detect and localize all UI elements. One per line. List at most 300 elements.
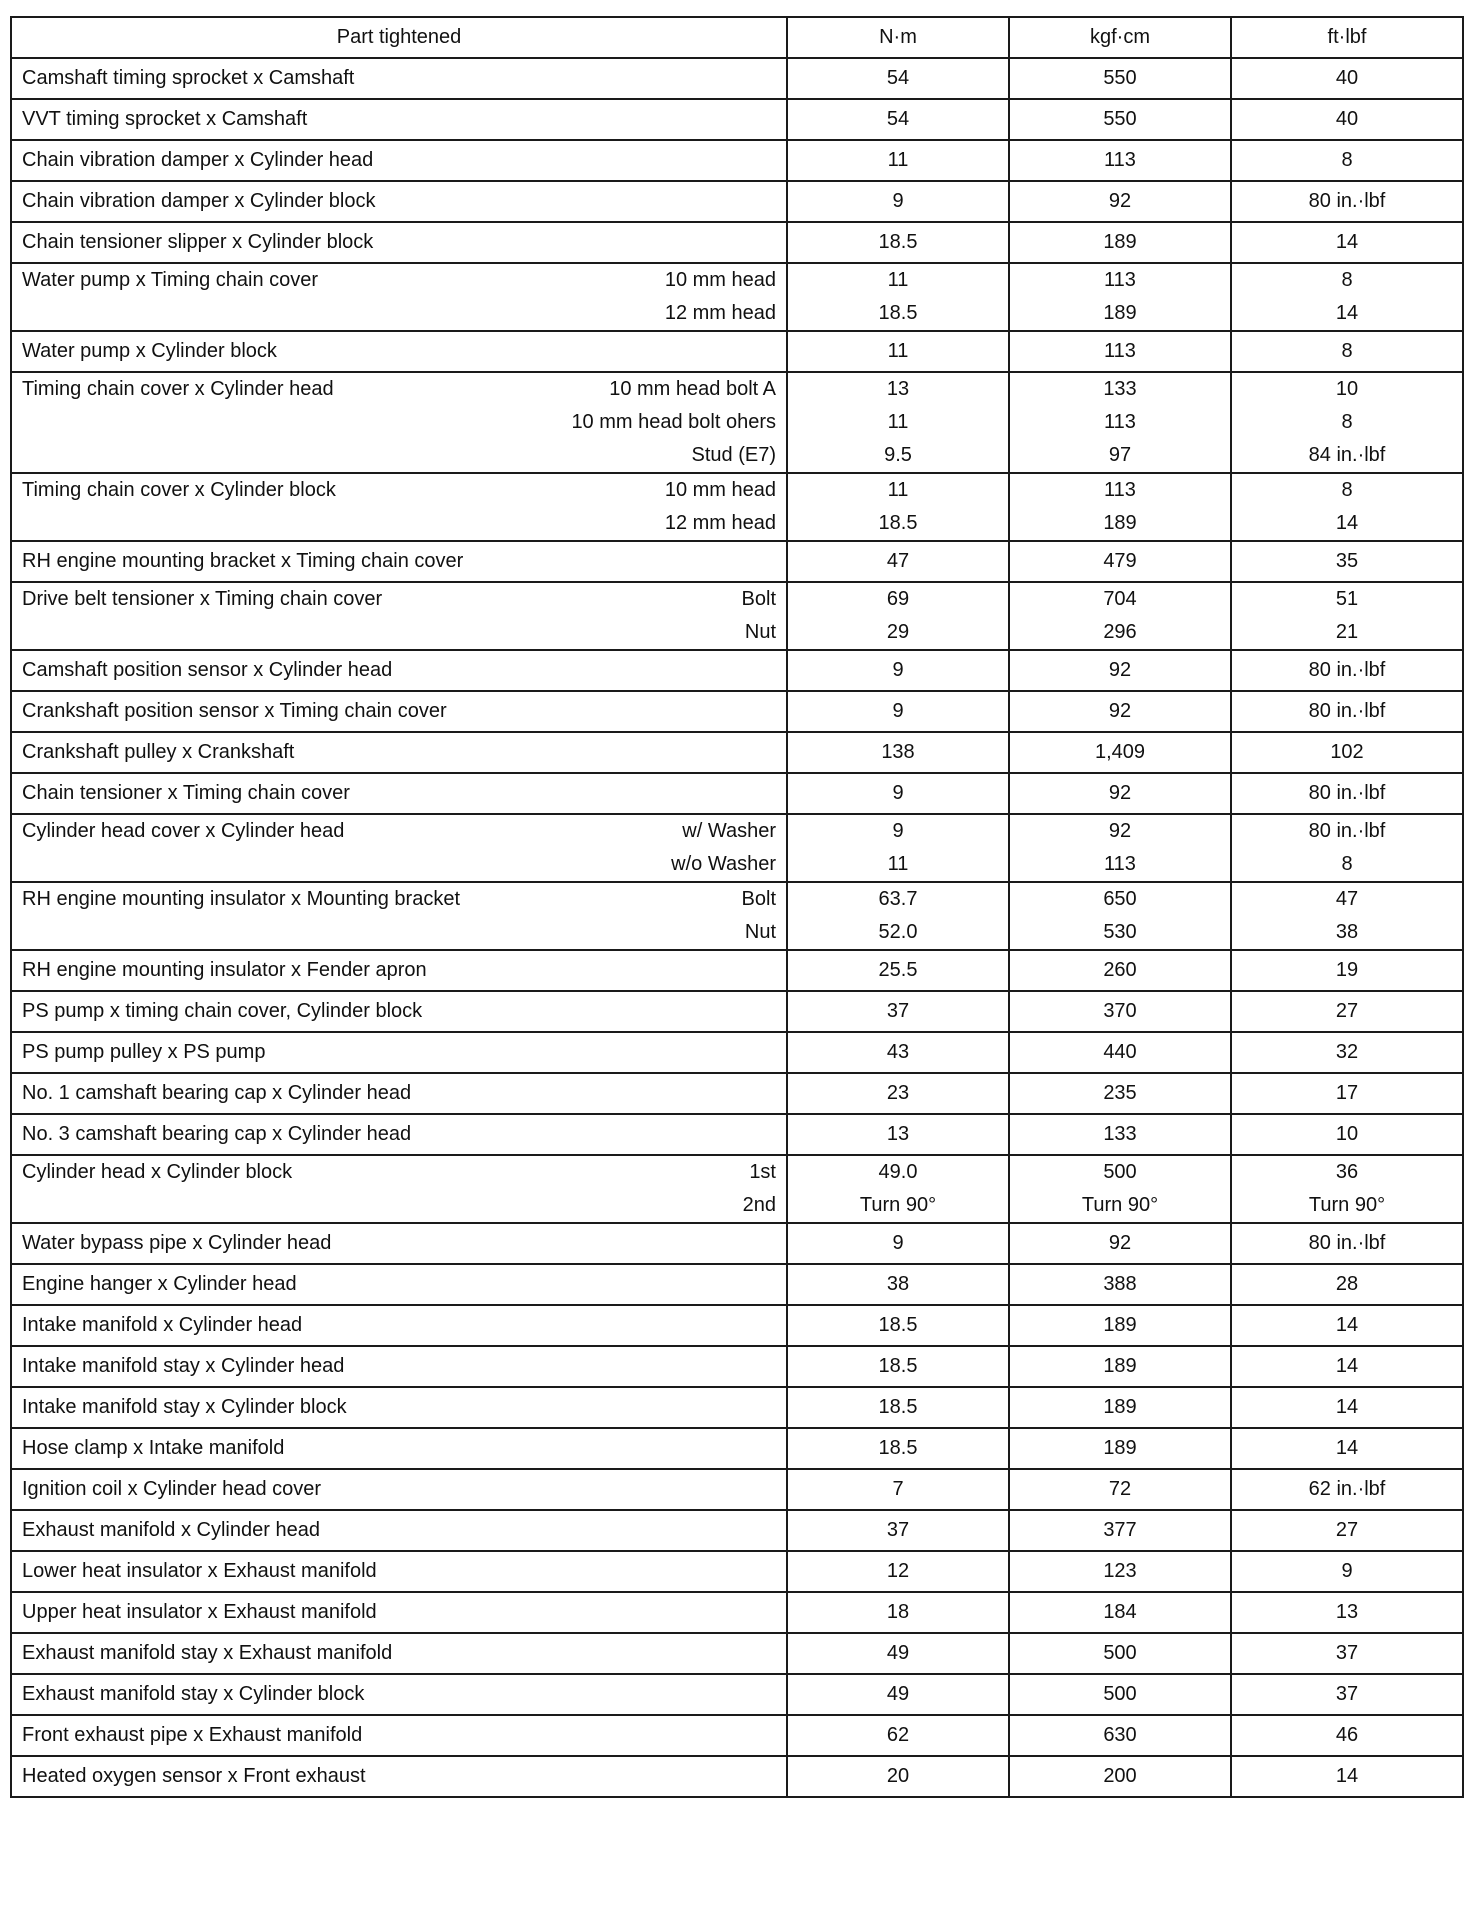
table-row [11, 1073, 1463, 1114]
part-cell [11, 991, 787, 1032]
kgf-cm-cell [1009, 1469, 1231, 1510]
kgf-cm-cell-value: Turn 90° [1081, 1194, 1159, 1216]
part-cell [11, 331, 787, 372]
kgf-cm-cell [1009, 1674, 1231, 1715]
kgf-cm-cell-value: 650 [1103, 888, 1137, 910]
part-line [22, 616, 776, 649]
table-row [11, 99, 1463, 140]
part-line [22, 1189, 776, 1222]
table-row [11, 1114, 1463, 1155]
nm-cell-value: 38 [886, 1273, 910, 1295]
table-row [11, 1592, 1463, 1633]
part-line [22, 1350, 776, 1383]
kgf-cm-cell-value: 235 [1103, 1082, 1137, 1104]
table-row [11, 372, 1463, 473]
nm-cell-value: 9 [892, 1232, 904, 1254]
part-cell [11, 1387, 787, 1428]
ft-lbf-cell-value: 21 [1335, 621, 1359, 643]
part-line [22, 297, 776, 330]
nm-cell [787, 99, 1009, 140]
nm-cell [787, 1223, 1009, 1264]
kgf-cm-cell [1009, 773, 1231, 814]
nm-cell [787, 331, 1009, 372]
nm-cell [787, 140, 1009, 181]
kgf-cm-cell-value: 296 [1103, 621, 1137, 643]
nm-cell-value: 9 [892, 820, 904, 842]
ft-lbf-cell [1231, 331, 1463, 372]
ft-lbf-cell [1231, 1592, 1463, 1633]
part-name: Chain tensioner x Timing chain cover [22, 782, 350, 804]
ft-lbf-cell [1231, 1428, 1463, 1469]
ft-lbf-cell [1231, 991, 1463, 1032]
table-row [11, 732, 1463, 773]
part-line [22, 736, 776, 769]
ft-lbf-cell-value: 27 [1335, 1519, 1359, 1541]
ft-lbf-cell-value: Turn 90° [1308, 1194, 1386, 1216]
kgf-cm-cell-value: 388 [1103, 1273, 1137, 1295]
part-sub-label: 2nd [742, 1194, 776, 1216]
ft-lbf-cell-value: 14 [1335, 1765, 1359, 1787]
kgf-cm-cell [1009, 1633, 1231, 1674]
kgf-cm-cell [1009, 1715, 1231, 1756]
ft-lbf-cell-value: 27 [1335, 1000, 1359, 1022]
kgf-cm-cell [1009, 991, 1231, 1032]
nm-cell-value: 9 [892, 782, 904, 804]
table-row [11, 222, 1463, 263]
part-cell [11, 950, 787, 991]
kgf-cm-cell-value: 97 [1108, 444, 1132, 466]
part-name: No. 3 camshaft bearing cap x Cylinder head [22, 1123, 412, 1145]
ft-lbf-cell-value: 28 [1335, 1273, 1359, 1295]
kgf-cm-cell [1009, 1756, 1231, 1797]
part-line [22, 335, 776, 368]
part-name: Exhaust manifold x Cylinder head [22, 1519, 320, 1541]
nm-cell-value: 63.7 [878, 888, 918, 910]
kgf-cm-cell [1009, 732, 1231, 773]
part-line [22, 1596, 776, 1629]
header-part-tightened: Part tightened [11, 17, 787, 58]
kgf-cm-cell [1009, 950, 1231, 991]
nm-cell [787, 691, 1009, 732]
table-row [11, 1469, 1463, 1510]
table-row [11, 140, 1463, 181]
part-name: Cylinder head cover x Cylinder head [22, 820, 345, 842]
ft-lbf-cell-value: 8 [1341, 149, 1353, 171]
part-line [22, 1432, 776, 1465]
part-cell [11, 99, 787, 140]
part-sub-label: Nut [744, 921, 776, 943]
nm-cell-value: 9.5 [884, 444, 912, 466]
kgf-cm-cell-value: 92 [1108, 700, 1132, 722]
ft-lbf-cell [1231, 58, 1463, 99]
nm-cell [787, 882, 1009, 950]
ft-lbf-cell-value: 14 [1335, 1314, 1359, 1336]
part-line [22, 1760, 776, 1793]
nm-cell-value: 7 [892, 1478, 904, 1500]
header-ft-lbf: ft·lbf [1231, 17, 1463, 58]
part-name: Timing chain cover x Cylinder head [22, 378, 334, 400]
nm-cell [787, 1674, 1009, 1715]
table-row [11, 473, 1463, 541]
table-row [11, 1264, 1463, 1305]
kgf-cm-cell [1009, 1551, 1231, 1592]
table-body [11, 58, 1463, 1797]
part-line [22, 916, 776, 949]
nm-cell [787, 263, 1009, 331]
ft-lbf-cell [1231, 1223, 1463, 1264]
ft-lbf-cell-value: 9 [1341, 1560, 1353, 1582]
nm-cell-value: 18.5 [878, 302, 918, 324]
part-line [22, 654, 776, 687]
table-row [11, 1032, 1463, 1073]
ft-lbf-cell-value: 84 in.·lbf [1308, 444, 1386, 466]
part-line [22, 439, 776, 472]
ft-lbf-cell-value: 80 in.·lbf [1308, 190, 1386, 212]
part-name: Water pump x Timing chain cover [22, 269, 319, 291]
ft-lbf-cell [1231, 1305, 1463, 1346]
nm-cell [787, 1387, 1009, 1428]
kgf-cm-cell-value: 72 [1108, 1478, 1132, 1500]
nm-cell-value: 18.5 [878, 1314, 918, 1336]
table-row [11, 1387, 1463, 1428]
part-name: Water pump x Cylinder block [22, 340, 277, 362]
part-name: Hose clamp x Intake manifold [22, 1437, 285, 1459]
part-sub-label: Nut [744, 621, 776, 643]
nm-cell-value: 11 [887, 149, 909, 171]
nm-cell-value: 29 [886, 621, 910, 643]
nm-cell-value: 43 [886, 1041, 910, 1063]
nm-cell [787, 1073, 1009, 1114]
part-line [22, 1391, 776, 1424]
kgf-cm-cell-value: 113 [1104, 479, 1136, 501]
part-line [22, 144, 776, 177]
ft-lbf-cell-value: 80 in.·lbf [1308, 700, 1386, 722]
part-cell [11, 263, 787, 331]
part-cell [11, 1715, 787, 1756]
ft-lbf-cell-value: 8 [1341, 269, 1353, 291]
header-kgf-cm: kgf·cm [1009, 17, 1231, 58]
kgf-cm-cell [1009, 473, 1231, 541]
kgf-cm-cell-value: 370 [1103, 1000, 1137, 1022]
kgf-cm-cell-value: 500 [1103, 1683, 1137, 1705]
part-cell [11, 541, 787, 582]
nm-cell [787, 1756, 1009, 1797]
part-name: Chain vibration damper x Cylinder head [22, 149, 374, 171]
kgf-cm-cell [1009, 331, 1231, 372]
kgf-cm-cell-value: 92 [1108, 190, 1132, 212]
part-sub-label: 10 mm head [664, 269, 776, 291]
part-line [22, 1637, 776, 1670]
part-sub-label: Stud (E7) [691, 444, 776, 466]
part-line [22, 995, 776, 1028]
ft-lbf-cell [1231, 1346, 1463, 1387]
part-cell [11, 1264, 787, 1305]
part-line [22, 1514, 776, 1547]
ft-lbf-cell-value: 51 [1335, 588, 1359, 610]
table-row [11, 541, 1463, 582]
part-cell [11, 1155, 787, 1223]
kgf-cm-cell [1009, 582, 1231, 650]
ft-lbf-cell-value: 14 [1335, 1355, 1359, 1377]
ft-lbf-cell-value: 14 [1335, 512, 1359, 534]
kgf-cm-cell [1009, 1592, 1231, 1633]
part-name: RH engine mounting insulator x Fender apron [22, 959, 427, 981]
nm-cell-value: 18.5 [878, 231, 918, 253]
nm-cell-value: 11 [887, 340, 909, 362]
ft-lbf-cell-value: 36 [1335, 1161, 1359, 1183]
nm-cell [787, 1510, 1009, 1551]
part-line [22, 1156, 776, 1189]
ft-lbf-cell-value: 17 [1335, 1082, 1359, 1104]
ft-lbf-cell [1231, 1715, 1463, 1756]
kgf-cm-cell [1009, 1223, 1231, 1264]
part-cell [11, 1305, 787, 1346]
table-row [11, 950, 1463, 991]
part-sub-label: Bolt [741, 588, 776, 610]
kgf-cm-cell-value: 123 [1103, 1560, 1137, 1582]
nm-cell [787, 950, 1009, 991]
part-name: Ignition coil x Cylinder head cover [22, 1478, 322, 1500]
kgf-cm-cell [1009, 58, 1231, 99]
part-line [22, 264, 776, 297]
ft-lbf-cell [1231, 99, 1463, 140]
part-cell [11, 372, 787, 473]
ft-lbf-cell [1231, 473, 1463, 541]
kgf-cm-cell-value: 113 [1104, 411, 1136, 433]
part-name: RH engine mounting insulator x Mounting bracket [22, 888, 461, 910]
part-line [22, 474, 776, 507]
ft-lbf-cell [1231, 1756, 1463, 1797]
kgf-cm-cell-value: 113 [1104, 340, 1136, 362]
nm-cell-value: 12 [886, 1560, 910, 1582]
kgf-cm-cell-value: 189 [1103, 1314, 1137, 1336]
ft-lbf-cell [1231, 1674, 1463, 1715]
kgf-cm-cell [1009, 650, 1231, 691]
nm-cell-value: 20 [886, 1765, 910, 1787]
part-cell [11, 1346, 787, 1387]
nm-cell-value: 11 [887, 269, 909, 291]
nm-cell-value: 11 [887, 479, 909, 501]
kgf-cm-cell-value: 550 [1103, 67, 1137, 89]
kgf-cm-cell [1009, 140, 1231, 181]
kgf-cm-cell-value: 550 [1103, 108, 1137, 130]
ft-lbf-cell-value: 14 [1335, 231, 1359, 253]
part-line [22, 103, 776, 136]
nm-cell [787, 582, 1009, 650]
kgf-cm-cell-value: 92 [1108, 820, 1132, 842]
ft-lbf-cell [1231, 814, 1463, 882]
part-cell [11, 1592, 787, 1633]
ft-lbf-cell-value: 14 [1335, 302, 1359, 324]
ft-lbf-cell-value: 38 [1335, 921, 1359, 943]
kgf-cm-cell-value: 92 [1108, 659, 1132, 681]
nm-cell-value: 49 [886, 1683, 910, 1705]
table-row [11, 650, 1463, 691]
table-row [11, 1155, 1463, 1223]
part-line [22, 185, 776, 218]
nm-cell-value: 69 [886, 588, 910, 610]
nm-cell [787, 1305, 1009, 1346]
nm-cell-value: 49 [886, 1642, 910, 1664]
nm-cell-value: 52.0 [878, 921, 918, 943]
kgf-cm-cell [1009, 1114, 1231, 1155]
nm-cell [787, 473, 1009, 541]
part-line [22, 1555, 776, 1588]
part-cell [11, 582, 787, 650]
kgf-cm-cell-value: 133 [1103, 1123, 1137, 1145]
nm-cell [787, 1469, 1009, 1510]
nm-cell [787, 1633, 1009, 1674]
ft-lbf-cell-value: 8 [1341, 853, 1353, 875]
ft-lbf-cell [1231, 1073, 1463, 1114]
kgf-cm-cell [1009, 1264, 1231, 1305]
kgf-cm-cell [1009, 263, 1231, 331]
part-name: Chain tensioner slipper x Cylinder block [22, 231, 374, 253]
part-name: No. 1 camshaft bearing cap x Cylinder head [22, 1082, 412, 1104]
part-line [22, 1227, 776, 1260]
table-row [11, 814, 1463, 882]
kgf-cm-cell-value: 260 [1103, 959, 1137, 981]
ft-lbf-cell-value: 8 [1341, 411, 1353, 433]
kgf-cm-cell [1009, 541, 1231, 582]
nm-cell-value: Turn 90° [859, 1194, 937, 1216]
nm-cell [787, 1551, 1009, 1592]
table-header [11, 17, 1463, 58]
part-line [22, 1077, 776, 1110]
table-row [11, 263, 1463, 331]
kgf-cm-cell [1009, 882, 1231, 950]
part-line [22, 1036, 776, 1069]
part-name: Front exhaust pipe x Exhaust manifold [22, 1724, 363, 1746]
part-cell [11, 1073, 787, 1114]
nm-cell-value: 11 [887, 853, 909, 875]
table-row [11, 1756, 1463, 1797]
part-sub-label: 1st [749, 1161, 776, 1183]
kgf-cm-cell-value: 189 [1103, 1355, 1137, 1377]
part-sub-label: 10 mm head [664, 479, 776, 501]
part-line [22, 373, 776, 406]
table-row [11, 773, 1463, 814]
part-cell [11, 814, 787, 882]
part-cell [11, 1428, 787, 1469]
nm-cell-value: 18.5 [878, 512, 918, 534]
part-name: Intake manifold stay x Cylinder block [22, 1396, 347, 1418]
table-row [11, 1223, 1463, 1264]
nm-cell [787, 1264, 1009, 1305]
ft-lbf-cell [1231, 773, 1463, 814]
part-cell [11, 882, 787, 950]
header-row [11, 17, 1463, 58]
ft-lbf-cell [1231, 1032, 1463, 1073]
nm-cell [787, 541, 1009, 582]
part-name: Heated oxygen sensor x Front exhaust [22, 1765, 366, 1787]
nm-cell-value: 11 [887, 411, 909, 433]
part-cell [11, 1510, 787, 1551]
ft-lbf-cell [1231, 541, 1463, 582]
kgf-cm-cell [1009, 1032, 1231, 1073]
table-row [11, 882, 1463, 950]
part-sub-label: 10 mm head bolt A [609, 378, 776, 400]
part-cell [11, 1756, 787, 1797]
kgf-cm-cell-value: 189 [1103, 1396, 1137, 1418]
part-name: Crankshaft pulley x Crankshaft [22, 741, 295, 763]
kgf-cm-cell-value: 1,409 [1094, 741, 1146, 763]
table-row [11, 1346, 1463, 1387]
part-name: Timing chain cover x Cylinder block [22, 479, 336, 501]
ft-lbf-cell [1231, 1155, 1463, 1223]
kgf-cm-cell [1009, 1073, 1231, 1114]
part-line [22, 406, 776, 439]
nm-cell [787, 1428, 1009, 1469]
part-name: PS pump pulley x PS pump [22, 1041, 266, 1063]
part-line [22, 1268, 776, 1301]
nm-cell [787, 991, 1009, 1032]
part-line [22, 1118, 776, 1151]
part-cell [11, 58, 787, 99]
kgf-cm-cell [1009, 1428, 1231, 1469]
part-cell [11, 1032, 787, 1073]
kgf-cm-cell [1009, 691, 1231, 732]
part-name: Engine hanger x Cylinder head [22, 1273, 297, 1295]
part-cell [11, 773, 787, 814]
table-row [11, 1674, 1463, 1715]
kgf-cm-cell-value: 704 [1103, 588, 1137, 610]
part-sub-label: Bolt [741, 888, 776, 910]
part-name: Intake manifold x Cylinder head [22, 1314, 303, 1336]
part-line [22, 62, 776, 95]
nm-cell [787, 773, 1009, 814]
ft-lbf-cell-value: 40 [1335, 108, 1359, 130]
nm-cell [787, 1592, 1009, 1633]
kgf-cm-cell [1009, 222, 1231, 263]
part-name: Camshaft timing sprocket x Camshaft [22, 67, 355, 89]
nm-cell-value: 9 [892, 659, 904, 681]
ft-lbf-cell [1231, 263, 1463, 331]
nm-cell [787, 732, 1009, 773]
ft-lbf-cell [1231, 1510, 1463, 1551]
nm-cell [787, 650, 1009, 691]
part-line [22, 883, 776, 916]
part-line [22, 1678, 776, 1711]
ft-lbf-cell [1231, 1633, 1463, 1674]
part-cell [11, 1674, 787, 1715]
ft-lbf-cell-value: 62 in.·lbf [1308, 1478, 1386, 1500]
kgf-cm-cell-value: 92 [1108, 1232, 1132, 1254]
ft-lbf-cell [1231, 650, 1463, 691]
ft-lbf-cell [1231, 950, 1463, 991]
table-row [11, 991, 1463, 1032]
kgf-cm-cell-value: 530 [1103, 921, 1137, 943]
part-cell [11, 650, 787, 691]
ft-lbf-cell-value: 80 in.·lbf [1308, 820, 1386, 842]
kgf-cm-cell [1009, 1305, 1231, 1346]
kgf-cm-cell-value: 479 [1103, 550, 1137, 572]
part-line [22, 1473, 776, 1506]
ft-lbf-cell-value: 37 [1335, 1683, 1359, 1705]
part-name: Cylinder head x Cylinder block [22, 1161, 293, 1183]
ft-lbf-cell [1231, 882, 1463, 950]
ft-lbf-cell [1231, 140, 1463, 181]
part-cell [11, 1223, 787, 1264]
ft-lbf-cell [1231, 1469, 1463, 1510]
kgf-cm-cell-value: 133 [1103, 378, 1137, 400]
ft-lbf-cell-value: 8 [1341, 479, 1353, 501]
part-line [22, 954, 776, 987]
kgf-cm-cell-value: 500 [1103, 1642, 1137, 1664]
nm-cell-value: 9 [892, 700, 904, 722]
part-cell [11, 181, 787, 222]
nm-cell-value: 49.0 [878, 1161, 918, 1183]
